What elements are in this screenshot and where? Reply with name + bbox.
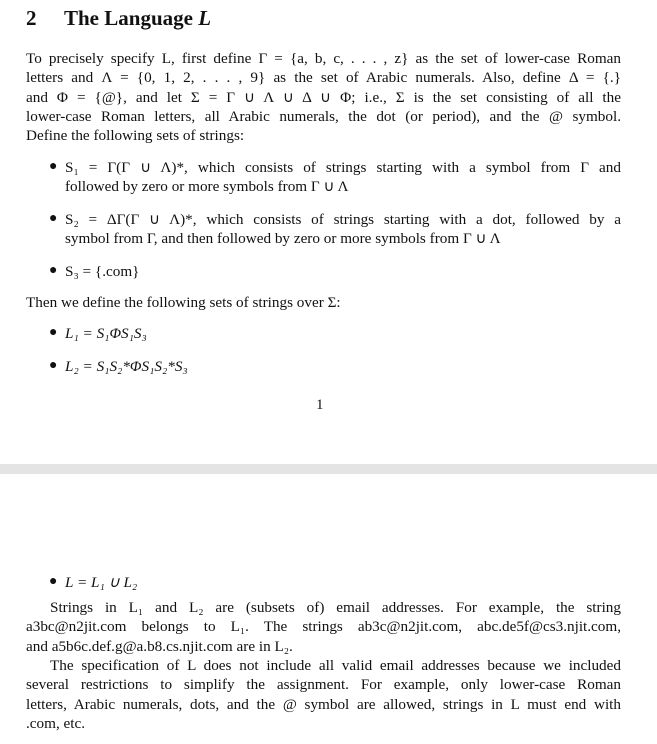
spec-line: .com, etc.	[26, 714, 86, 732]
set-line: symbol from Γ, and then followed by zero or more symbols from Γ ∪ Λ	[65, 230, 501, 248]
bullet-icon: ●	[49, 263, 58, 278]
set-line: S₂ = ΔΓ(Γ ∪ Λ)*, which consists of strings starting with a dot, followed by a	[65, 211, 621, 228]
set-item-s3	[50, 262, 621, 281]
bullet-icon: ●	[49, 325, 58, 340]
examples-paragraph	[26, 598, 621, 656]
set-line: S₁ = Γ(Γ ∪ Λ)*, which consists of strings starting with a symbol from Γ and	[65, 159, 621, 176]
examples-line: a3bc@n2jit.com belongs to L₁. The strings ab3c@n2jit.com, abc.de5f@cs3.njit.com,	[26, 618, 621, 636]
set-line: S₃ = {.com}	[65, 263, 140, 280]
language-definition: L₁ = S₁ΦS₁S₃	[65, 325, 147, 342]
section-heading	[26, 6, 211, 31]
specification-paragraph	[26, 656, 621, 733]
section-title: The Language	[64, 6, 199, 30]
page-separator	[0, 464, 657, 474]
spec-line: The specification of L does not include all valid email addresses because we included	[50, 657, 621, 674]
intro-line: To precisely specify L, first define Γ = {a, b, c, . . . , z} as the set of lower-case Roman	[26, 50, 621, 67]
examples-line: and a5b6c.def.g@a.b8.cs.njit.com are in L₂.	[26, 637, 293, 655]
spec-line: letters, Arabic numerals, dots, and the @ symbol are allowed, strings in L must end with	[26, 695, 621, 713]
bullet-icon: ●	[49, 211, 58, 226]
then-line: Then we define the following sets of strings over Σ:	[26, 294, 341, 311]
intro-line: and Φ = {@}, and let Σ = Γ ∪ Λ ∪ Δ ∪ Φ; i.e., Σ is the set consisting of all the	[26, 88, 621, 106]
intro-line: Define the following sets of strings:	[26, 127, 245, 145]
page-2	[0, 474, 657, 744]
language-item-l1	[50, 324, 621, 343]
set-line: followed by zero or more symbols from Γ ∪ Λ	[65, 178, 349, 196]
set-item-s1	[50, 158, 621, 197]
language-item-l2	[50, 357, 621, 376]
page-number: 1	[316, 397, 324, 413]
section-title-var: L	[198, 6, 212, 30]
intro-line: letters and Λ = {0, 1, 2, . . . , 9} as the set of Arabic numerals. Also, define Δ = {.}	[26, 69, 621, 87]
intro-line: lower-case Roman letters, all Arabic numerals, the dot (or period), and the @ symbol.	[26, 107, 621, 125]
language-item-union	[50, 573, 621, 592]
then-paragraph	[26, 293, 621, 312]
section-number: 2	[26, 6, 37, 30]
language-definition: L₂ = S₁S₂*ΦS₁S₂*S₃	[65, 358, 188, 375]
language-definition: L = L₁ ∪ L₂	[65, 574, 138, 591]
examples-line: Strings in L₁ and L₂ are (subsets of) email addresses. For example, the string	[50, 599, 621, 616]
bullet-icon: ●	[49, 358, 58, 373]
set-item-s2	[50, 210, 621, 249]
intro-paragraph	[26, 49, 621, 145]
bullet-icon: ●	[49, 574, 58, 589]
bullet-icon: ●	[49, 159, 58, 174]
spec-line: several restrictions to simplify the assignment. For example, only lower-case Roman	[26, 676, 621, 694]
